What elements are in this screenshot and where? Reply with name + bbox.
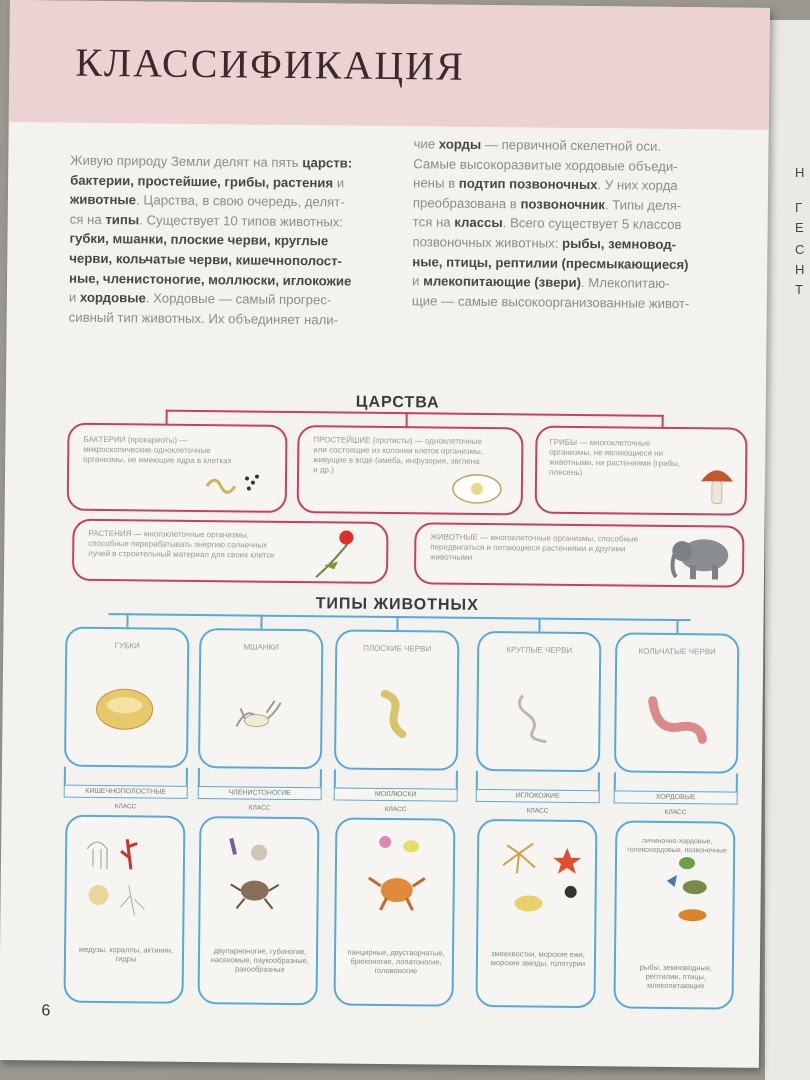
type-illustration [226,686,297,743]
next-page-edge [765,20,810,1080]
class-box-4 [475,819,597,1008]
type-box-3 [334,629,459,770]
class-label: КЛАСС [114,803,137,811]
connector [676,619,678,633]
type-label: КОЛЬЧАТЫЕ ЧЕРВИ [638,646,716,657]
class-caption: панцирные, двустворчатые, брюхоногие, лопатоногие, головоногие [347,947,445,976]
phylum-tag: ХОРДОВЫЕ [614,790,738,804]
elephant-illustration [666,531,737,584]
class-box-2 [197,816,319,1005]
kingdom-animals-text: ЖИВОТНЫЕ — многоклеточные организмы, способные передвигаться и питающиеся растениями и другими животными [430,532,639,562]
class-caption: медузы, кораллы, актинии, гидры [78,944,174,964]
intro-text: и [68,289,80,305]
intro-term: ные, членистоногие, моллюски, иглокожие [69,270,352,289]
kingdom-fungi-text: ГРИБЫ — многоклеточные организмы, не являющиеся ни животными, ни растениями (грибы, плесень) [549,437,681,478]
type-box-2 [198,628,323,769]
intro-text: . Млекопитаю- [580,275,670,292]
intro-text: — первичной скелетной оси. [481,136,662,154]
mushroom-illustration [697,461,738,511]
intro-text: . У них хорда [597,177,678,194]
connector [126,613,128,627]
intro-term: бактерии, простейшие, грибы, растения [70,172,334,190]
next-page-letter: Н [795,165,805,180]
intro-text: нены в [413,175,459,191]
class-label: КЛАСС [248,804,271,812]
type-label: МШАНКИ [243,642,280,652]
class-box-3 [333,817,455,1006]
class-caption: змеехвостки, морские ежи, морские звезды, голотурии [490,949,586,969]
kingdom-plants-text: РАСТЕНИЯ — многоклеточные организмы, способные перерабатывать энергию солнечных лучей в строительный материал для своих клеток [88,528,275,560]
intro-term: царств: [302,155,353,171]
intro-term: млекопитающие (звери) [423,273,582,291]
kingdom-plants [72,519,389,584]
intro-text: . Существует 10 типов животных: [139,212,344,230]
next-page-letter: Т [795,282,803,297]
intro-term: классы [454,215,503,231]
class-label: КЛАСС [664,808,687,817]
intro-term: подтип позвоночных [458,175,598,193]
bacteria-illustration [197,466,267,507]
intro-text: и [333,174,345,191]
phylum-tag: МОЛЛЮСКИ [334,787,458,801]
intro-text: тся на [412,214,455,231]
type-illustration [504,689,575,746]
class-illustration [346,832,447,929]
next-page-letter: Н [795,262,805,277]
intro-line [69,307,379,330]
type-illustration [642,691,713,748]
intro-text: позвоночных животных: [412,234,563,251]
phylum-tag: ИГЛОКОЖИЕ [476,789,600,803]
connector [396,616,398,630]
types-connector [109,613,691,621]
class-box-5 [613,820,735,1009]
intro-text: и [412,273,424,289]
kingdom-fungi [535,426,748,516]
intro-text: . Хордовые — самый прогрес- [145,290,332,308]
phylum-tag: КИШЕЧНОПОЛОСТНЫЕ [64,785,188,799]
type-label: ГУБКИ [114,641,140,651]
intro-text: ся на [69,211,106,227]
type-label: КРУГЛЫЕ ЧЕРВИ [506,645,573,655]
class-caption: рыбы, земноводные, рептилии, птицы, млекопитающие [639,962,713,991]
kingdoms-title: ЦАРСТВА [355,393,440,412]
next-page-letter: Е [795,220,804,235]
intro-term: черви, кольчатые черви, кишечнополост- [69,250,343,269]
class-illustration [76,829,177,926]
kingdom-bacteria-text: БАКТЕРИИ (прокариоты) — микроскопические одноклеточные организмы, не имеющие ядра в клетках [83,434,232,466]
type-box-1 [64,627,189,768]
phylum-tag: ЧЛЕНИСТОНОГИЕ [198,786,322,800]
intro-line [412,291,737,314]
type-box-5 [614,632,739,773]
kingdom-protists-text: ПРОСТЕЙШИЕ (протисты) — одноклеточные или состоящие из колонии клеток организмы, живущие в воде (амеба, инфузория, эвглена и др.) [313,435,484,475]
intro-text: . Всего существует 5 классов [502,215,682,233]
intro-text: преобразована в [412,195,521,212]
flower-illustration [306,525,367,582]
class-box-1 [64,815,186,1004]
next-page-letter: С [795,242,805,257]
intro-line [70,151,380,174]
intro-term: типы [105,211,140,228]
next-page-letter: Г [795,200,803,215]
kingdom-animals [414,522,745,587]
class-label: КЛАСС [526,807,549,815]
intro-term: позвоночник [520,196,605,213]
intro-text: сивный тип животных. Их объединяет нали- [68,309,339,328]
connector [538,618,540,632]
kingdom-bacteria [67,423,288,513]
page-number: 6 [41,1002,51,1020]
intro-column-2 [412,134,739,314]
intro-text: . Царства, в свою очередь, делят- [135,192,345,210]
intro-text: Самые высокоразвитые хордовые объеди- [413,155,678,174]
protist-illustration [447,469,507,510]
type-illustration [92,685,163,742]
intro-text: чие [413,136,439,152]
connector [64,767,66,787]
intro-text: . Типы деля- [604,197,682,213]
class-caption: двупарноногие, губоногие, насекомые, паукообразные, ракообразные [210,946,310,974]
class-illustration [210,830,311,927]
intro-line [69,249,379,272]
class-label: КЛАСС [384,805,407,814]
intro-text: щие — самые высокоорганизованные живот- [411,292,690,311]
intro-term: хордовые [79,289,146,306]
intro-term: ные, птицы, рептилии (пресмыкающиеся) [412,253,689,272]
class-illustration [488,833,589,930]
type-illustration [362,688,433,745]
connector [260,615,262,629]
intro-term: рыбы, земновод- [562,235,677,252]
header-band [9,0,770,130]
animal-types-title: ТИПЫ ЖИВОТНЫХ [315,595,479,614]
chordate-subtypes: личиночно-хордовые, головохордовые, позвоночные [627,837,727,855]
intro-text: Живую природу Земли делят на пять [70,152,303,171]
intro-term: животные [69,191,137,208]
intro-term: хорды [438,136,482,152]
type-box-4 [476,631,601,772]
intro-term: губки, мшанки, плоские черви, круглые [69,231,329,249]
kingdom-protists [297,425,524,515]
intro-column-1 [69,151,381,331]
type-label: ПЛОСКИЕ ЧЕРВИ [363,643,432,654]
page-title: КЛАССИФИКАЦИЯ [75,39,466,89]
